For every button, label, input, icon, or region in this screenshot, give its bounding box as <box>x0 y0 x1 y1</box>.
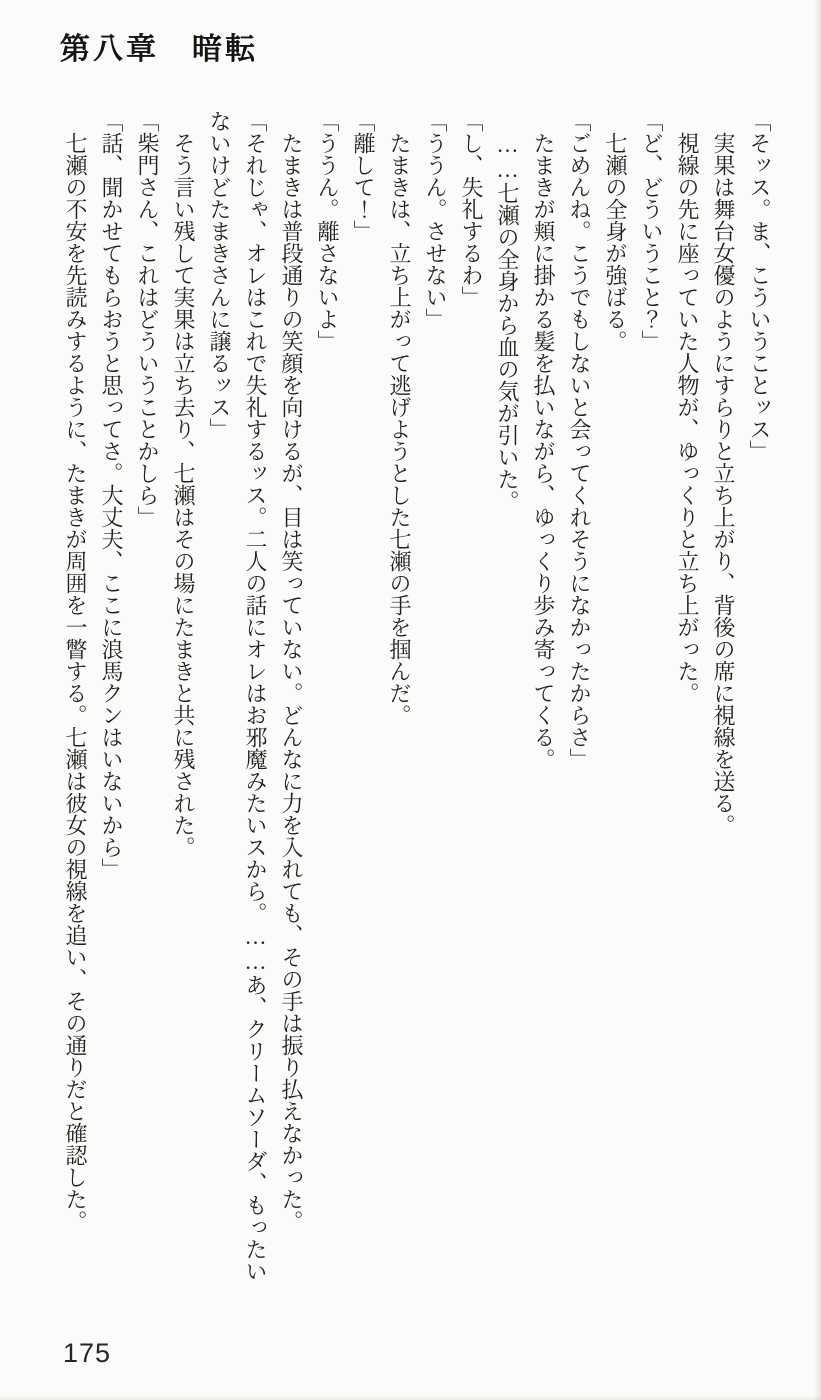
paragraph: 七瀬の全身が強ばる。 <box>603 132 628 352</box>
page-number: 175 <box>63 1338 112 1368</box>
paragraph: ……七瀬の全身から血の気が引いた。 <box>495 132 520 512</box>
paragraph: 七瀬の不安を先読みするように、たまきが周囲を一瞥する。七瀬は彼女の視線を追い、その通りだと確認した。 <box>63 132 88 1232</box>
paragraph: 「柴門さん、これはどういうことかしら」 <box>135 110 160 528</box>
paragraph: 実果は舞台女優のようにすらりと立ち上がり、背後の席に視線を送る。 <box>711 132 736 836</box>
paragraph: 「話、聞かせてもらおうと思ってさ。大丈夫、ここに浪馬クンはいないから」 <box>99 110 124 880</box>
paragraph: 「ううん。させない」 <box>423 110 448 330</box>
paragraph: 「し、失礼するわ」 <box>459 110 484 308</box>
paragraph: 「ど、どういうこと？」 <box>639 110 664 352</box>
paragraph: 視線の先に座っていた人物が、ゆっくりと立ち上がった。 <box>675 132 700 704</box>
paragraph: 「それじゃ、オレはこれで失礼するッス。二人の話にオレはお邪魔みたいスから。……あ、クリームソーダ、もったいないけどたまきさんに譲るッス」 <box>207 110 268 1282</box>
paragraph: そう言い残して実果は立ち去り、七瀬はその場にたまきと共に残された。 <box>171 132 196 858</box>
paragraph: たまきが頬に掛かる髪を払いながら、ゆっくり歩み寄ってくる。 <box>531 132 556 770</box>
paragraph: たまきは、立ち上がって逃げようとした七瀬の手を掴んだ。 <box>387 132 412 726</box>
chapter-heading: 第八章 暗転 <box>60 33 258 66</box>
paragraph: 「離して！」 <box>351 110 376 242</box>
paragraph: 「そッス。ま、こういうことッス」 <box>747 110 772 462</box>
paragraph: たまきは普段通りの笑顔を向けるが、目は笑っていない。どんなに力を入れても、その手は振り払えなかった。 <box>279 132 304 1232</box>
text-block <box>57 110 777 1296</box>
scan-edge-shadow <box>814 0 821 1400</box>
scan-bottom-shadow <box>0 1395 821 1400</box>
paragraph: 「ううん。離さないよ」 <box>315 110 340 352</box>
paragraph: 「ごめんね。こうでもしないと会ってくれそうになかったからさ」 <box>567 110 592 770</box>
